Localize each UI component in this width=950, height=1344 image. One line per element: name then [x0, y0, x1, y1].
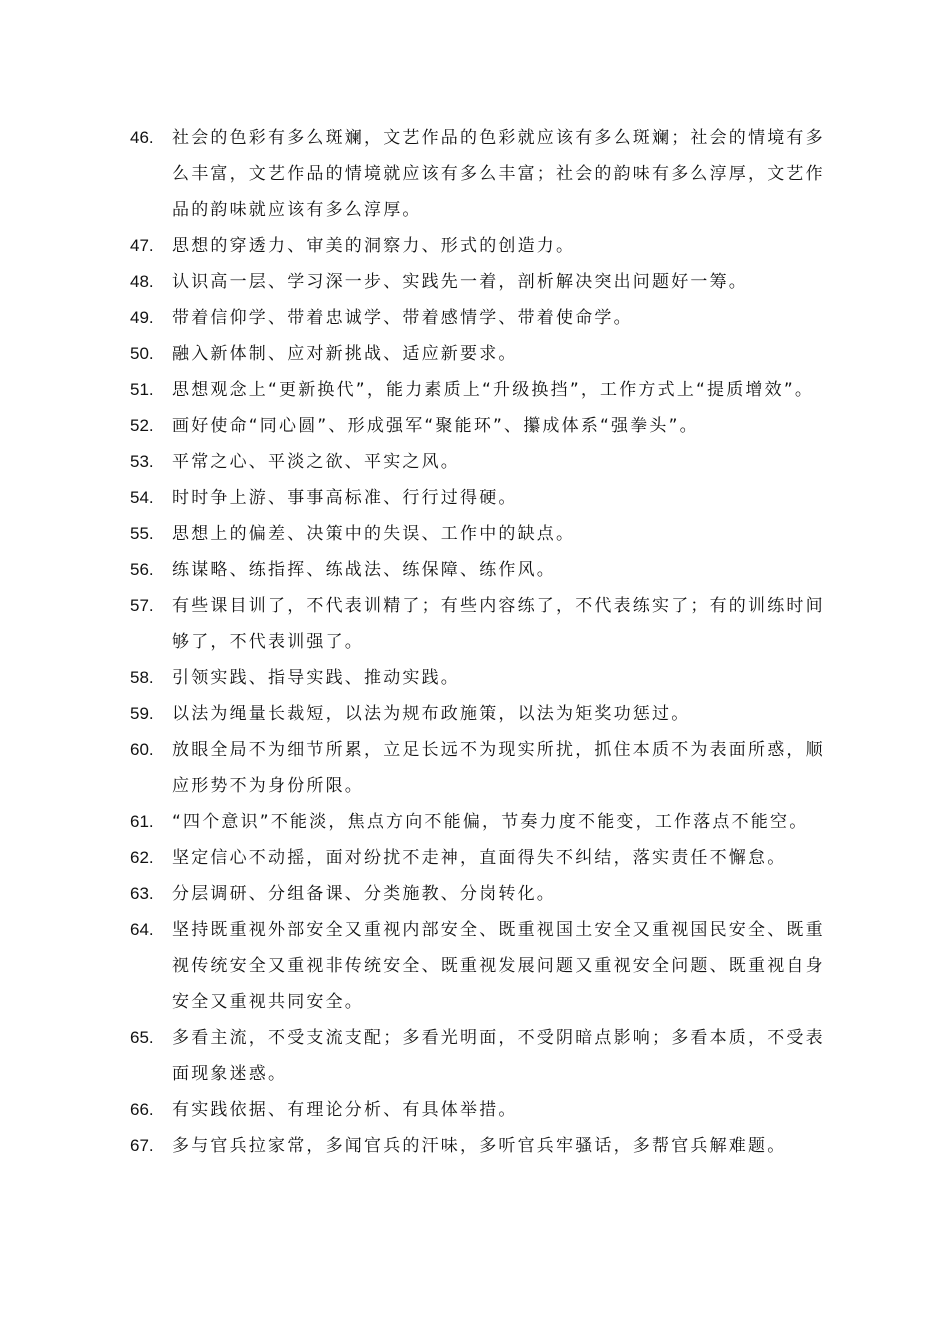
list-item [130, 516, 830, 552]
list-item [130, 1092, 830, 1128]
item-text: 画好使命“同心圆”、形成强军“聚能环”、攥成体系“强拳头”。 [172, 416, 699, 436]
item-number: 62. [130, 848, 154, 867]
item-number: 65. [130, 1028, 154, 1047]
item-number: 53. [130, 452, 154, 471]
list-item [130, 228, 830, 264]
list-item [130, 876, 830, 912]
item-text: 认识高一层、学习深一步、实践先一着，剖析解决突出问题好一筹。 [172, 272, 748, 292]
numbered-list [130, 120, 830, 1164]
item-number: 49. [130, 308, 154, 327]
item-text: 引领实践、指导实践、推动实践。 [172, 668, 460, 688]
list-item [130, 804, 830, 840]
item-number: 55. [130, 524, 154, 543]
item-number: 63. [130, 884, 154, 903]
item-number: 48. [130, 272, 154, 291]
list-item [130, 552, 830, 588]
item-text: 分层调研、分组备课、分类施教、分岗转化。 [172, 884, 556, 904]
item-text: 有些课目训了，不代表训精了；有些内容练了，不代表练实了；有的训练时间够了，不代表训强了。 [172, 596, 825, 652]
item-text: 练谋略、练指挥、练战法、练保障、练作风。 [172, 560, 556, 580]
list-item [130, 588, 830, 660]
item-number: 60. [130, 740, 154, 759]
item-text: 以法为绳量长裁短，以法为规布政施策，以法为矩奖功惩过。 [172, 704, 691, 724]
item-number: 52. [130, 416, 154, 435]
item-text: 思想观念上“更新换代”，能力素质上“升级换挡”，工作方式上“提质增效”。 [172, 380, 815, 400]
item-number: 56. [130, 560, 154, 579]
item-text: 思想上的偏差、决策中的失误、工作中的缺点。 [172, 524, 576, 544]
item-number: 50. [130, 344, 154, 363]
item-number: 61. [130, 812, 154, 831]
item-number: 51. [130, 380, 154, 399]
item-text: 融入新体制、应对新挑战、适应新要求。 [172, 344, 518, 364]
list-item [130, 1020, 830, 1092]
list-item [130, 1128, 830, 1164]
item-text: “四个意识”不能淡，焦点方向不能偏，节奏力度不能变，工作落点不能空。 [172, 812, 809, 832]
list-item [130, 408, 830, 444]
item-number: 58. [130, 668, 154, 687]
item-number: 57. [130, 596, 154, 615]
list-item [130, 480, 830, 516]
list-item [130, 120, 830, 228]
list-item [130, 264, 830, 300]
item-number: 67. [130, 1136, 154, 1155]
item-number: 66. [130, 1100, 154, 1119]
item-number: 46. [130, 128, 154, 147]
list-item [130, 444, 830, 480]
item-text: 平常之心、平淡之欲、平实之风。 [172, 452, 460, 472]
list-item [130, 372, 830, 408]
item-text: 多看主流，不受支流支配；多看光明面，不受阴暗点影响；多看本质，不受表面现象迷惑。 [172, 1028, 825, 1084]
item-text: 社会的色彩有多么斑斓，文艺作品的色彩就应该有多么斑斓；社会的情境有多么丰富，文艺作品的情境就应该有多么丰富；社会的韵味有多么淳厚，文艺作品的韵味就应该有多么淳厚。 [172, 128, 825, 220]
item-text: 时时争上游、事事高标准、行行过得硬。 [172, 488, 518, 508]
list-item [130, 660, 830, 696]
item-text: 坚定信心不动摇，面对纷扰不走神，直面得失不纠结，落实责任不懈怠。 [172, 848, 787, 868]
item-text: 有实践依据、有理论分析、有具体举措。 [172, 1100, 518, 1120]
item-number: 47. [130, 236, 154, 255]
item-number: 64. [130, 920, 154, 939]
list-item [130, 300, 830, 336]
list-item [130, 840, 830, 876]
item-number: 59. [130, 704, 154, 723]
list-item [130, 732, 830, 804]
item-text: 多与官兵拉家常，多闻官兵的汗味，多听官兵牢骚话，多帮官兵解难题。 [172, 1136, 787, 1156]
item-text: 思想的穿透力、审美的洞察力、形式的创造力。 [172, 236, 576, 256]
item-text: 带着信仰学、带着忠诚学、带着感情学、带着使命学。 [172, 308, 633, 328]
list-item [130, 696, 830, 732]
list-item [130, 912, 830, 1020]
list-item [130, 336, 830, 372]
item-number: 54. [130, 488, 154, 507]
item-text: 坚持既重视外部安全又重视内部安全、既重视国土安全又重视国民安全、既重视传统安全又重视非传统安全、既重视发展问题又重视安全问题、既重视自身安全又重视共同安全。 [172, 920, 825, 1012]
item-text: 放眼全局不为细节所累，立足长远不为现实所扰，抓住本质不为表面所惑，顺应形势不为身份所限。 [172, 740, 825, 796]
